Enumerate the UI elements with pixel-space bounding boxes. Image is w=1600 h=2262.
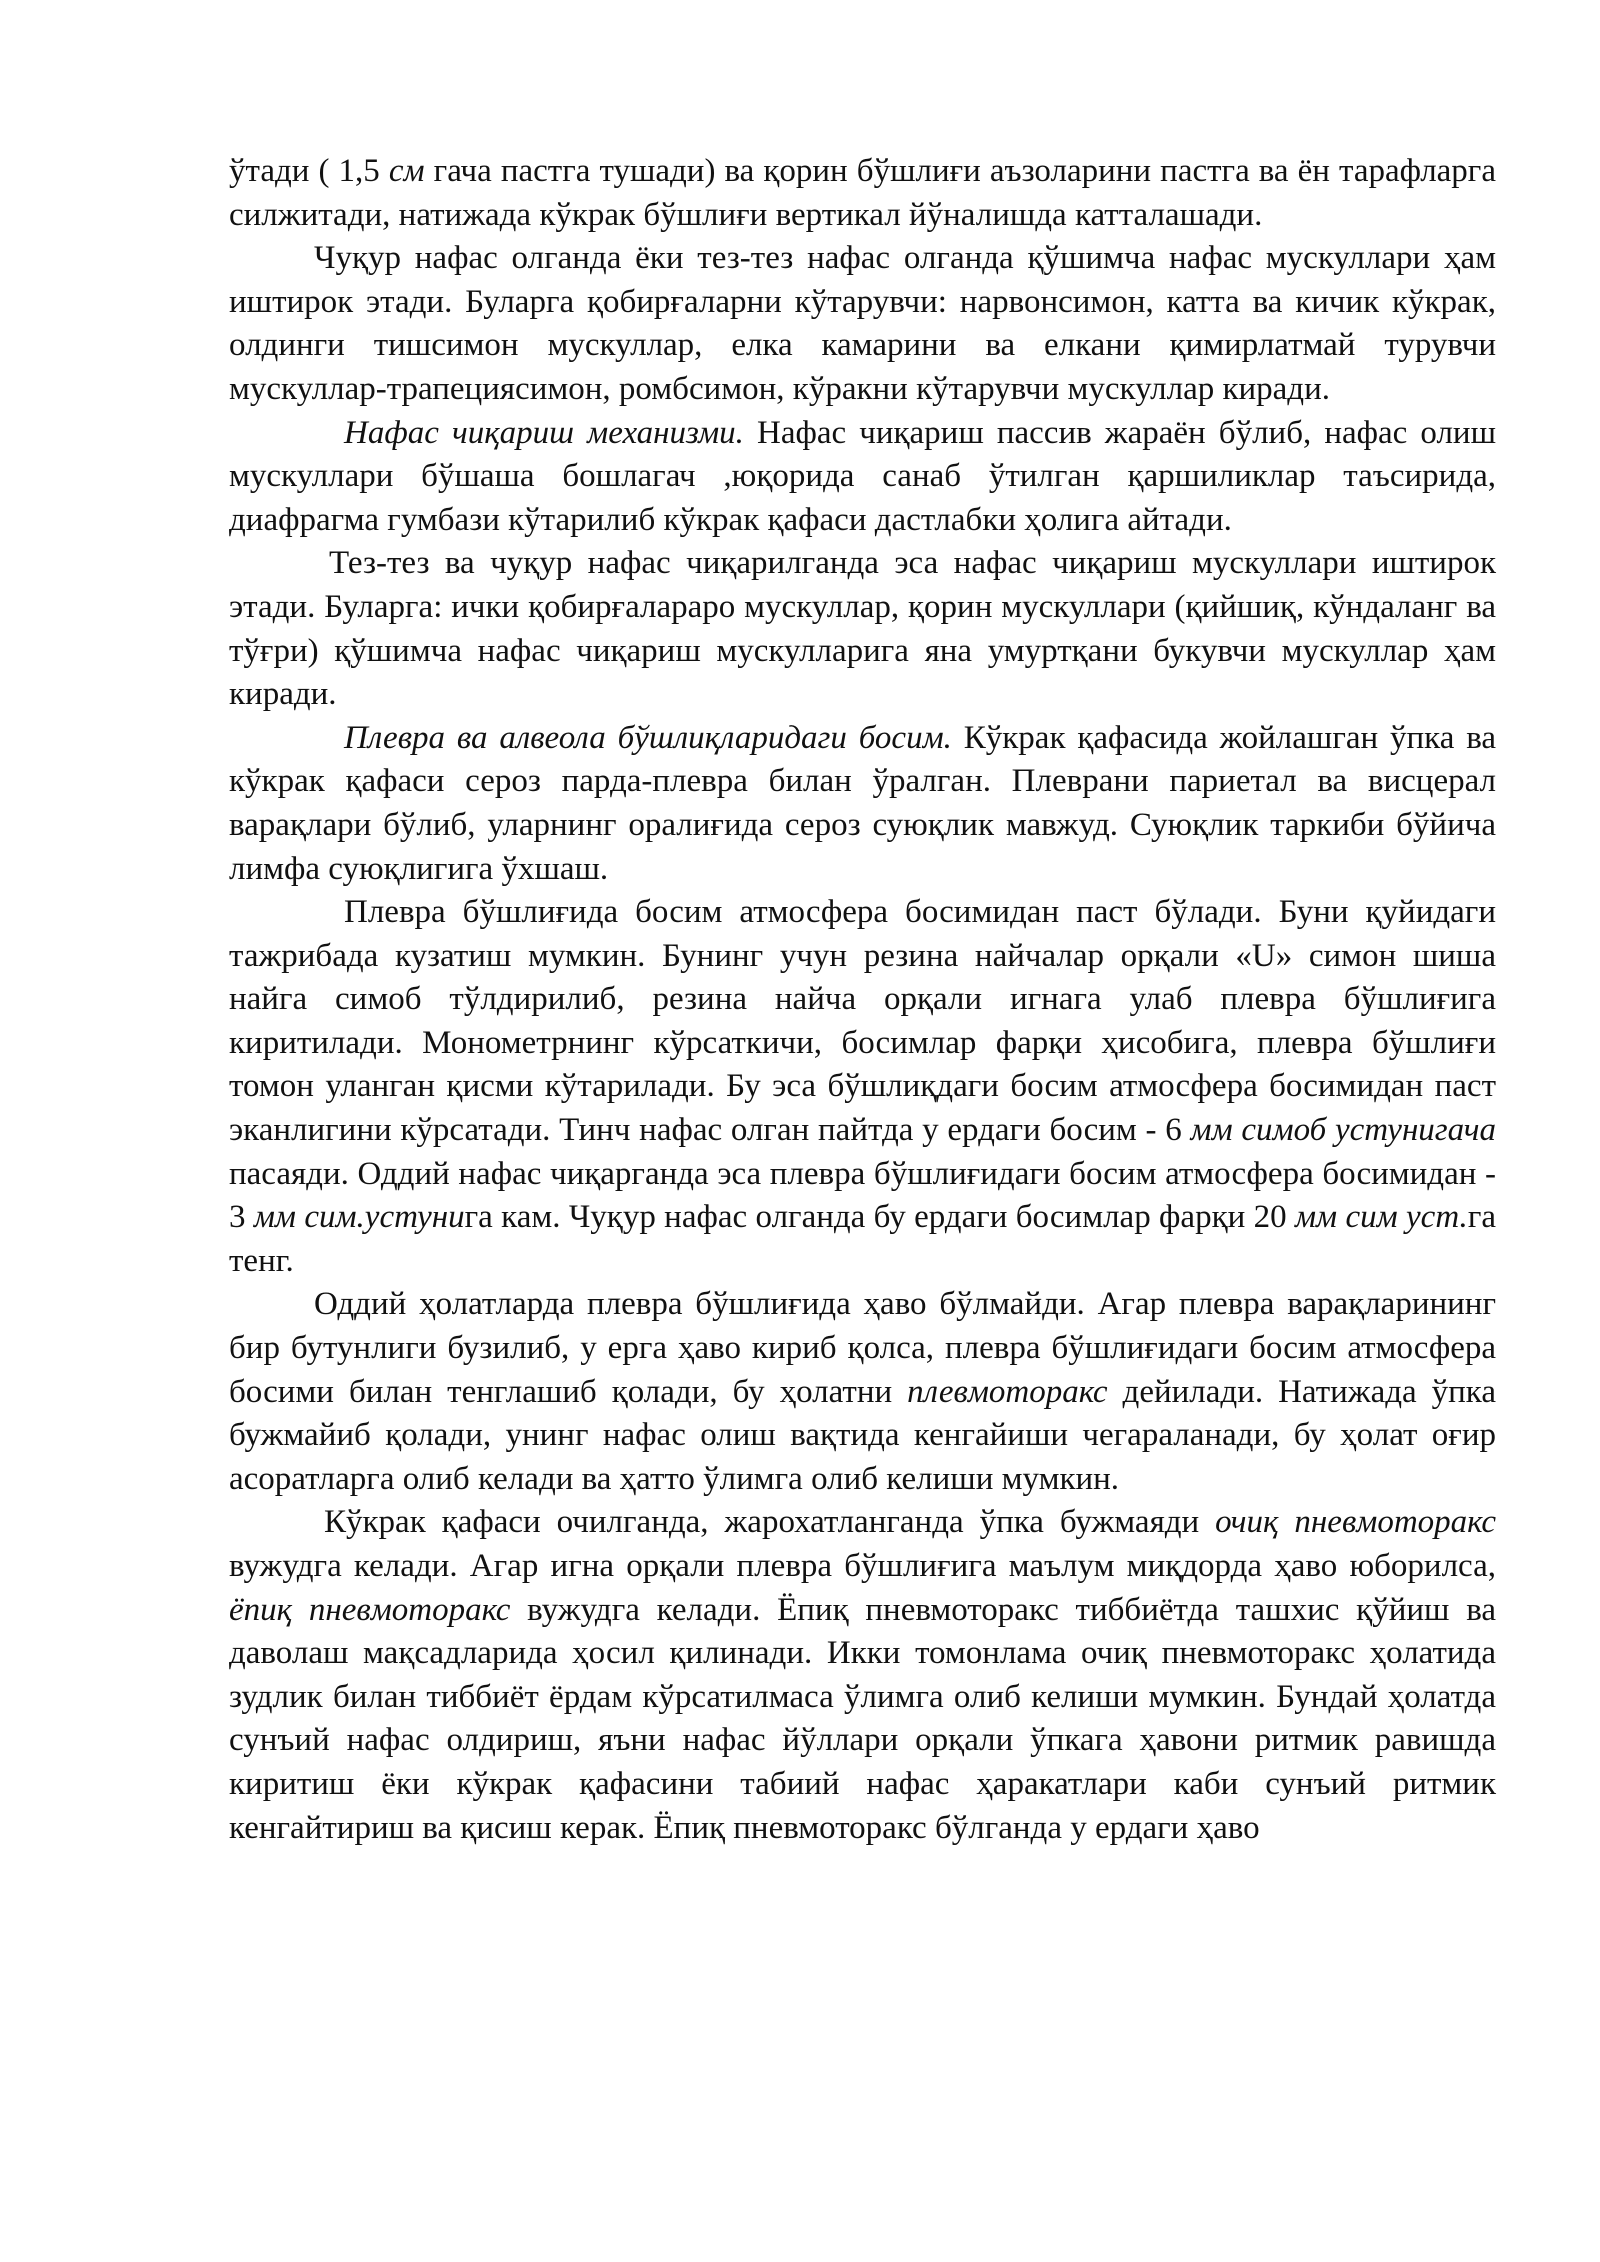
paragraph-3 bbox=[229, 412, 1496, 543]
paragraph-4 bbox=[229, 542, 1496, 716]
paragraph-7 bbox=[229, 1283, 1496, 1501]
paragraph-1 bbox=[229, 150, 1496, 237]
text-segment: Кўкрак қафаси очилганда, жарохатланганда ўпка бужмаяди bbox=[324, 1504, 1216, 1541]
italic-term: плевмоторакс bbox=[907, 1373, 1108, 1410]
text-segment: ўтади ( 1,5 bbox=[229, 153, 389, 189]
paragraph-8 bbox=[229, 1501, 1496, 1850]
text-segment: Чуқур нафас олганда ёки тез-тез нафас олганда қўшимча нафас мускуллари ҳам иштирок этади. Буларга қобирғаларни кўтарувчи: нарвонсимон, катта ва кичик кўкрак, олдинги тишсимон мускуллар, елка камарини ва елкани қимирлатмай турувчи мускуллар-трапециясимон, ромбсимон, кўракни кўтарувчи мускуллар киради. bbox=[229, 240, 1496, 407]
text-segment: пасаяди. Оддий нафас чиқарганда эса плевра бўшлиғидаги босим атмосфера босимидан - 3 bbox=[229, 1155, 1496, 1236]
text-segment: гача пастга тушади) ва қорин бўшлиғи аъзоларини пастга ва ён тарафларга силжитади, натижада кўкрак бўшлиғи вертикал йўналишда катталашади. bbox=[229, 153, 1496, 233]
italic-term: мм сим уст. bbox=[1294, 1199, 1468, 1236]
text-segment: Тез-тез ва чуқур нафас чиқарилганда эса нафас чиқариш мускуллари иштирок этади. Буларга: ички қобирғалараро мускуллар, қорин мускуллари (қийшиқ, кўндаланг ва тўғри) қўшимча нафас чиқариш мускулларига яна умуртқани букувчи мускуллар ҳам киради. bbox=[229, 545, 1496, 713]
text-segment: Кўкрак қафасида жойлашган ўпка ва кўкрак қафаси сероз парда-плевра билан ўралган. Плеврани париетал ва висцерал варақлари бўлиб, уларнинг оралиғида сероз суюқлик мавжуд. Суюқлик таркиби бўйича лимфа суюқлигига ўхшаш. bbox=[229, 719, 1497, 887]
paragraph-6 bbox=[229, 891, 1496, 1283]
italic-term: мм симоб устунигача bbox=[1190, 1112, 1496, 1149]
text-segment: га тенг. bbox=[229, 1199, 1496, 1279]
italic-term: см bbox=[388, 153, 425, 189]
paragraph-5 bbox=[229, 717, 1496, 891]
italic-term: очиқ пневмоторакс bbox=[1215, 1504, 1496, 1541]
document-page bbox=[229, 150, 1496, 1850]
paragraph-2 bbox=[229, 237, 1496, 411]
italic-term: Плевра ва алвеола бўшлиқларидаги босим. bbox=[344, 719, 952, 756]
text-segment: вужудга келади. Агар игна орқали плевра бўшлиғига маълум миқдорда ҳаво юборилса, bbox=[229, 1548, 1496, 1584]
text-segment: Оддий ҳолатларда плевра бўшлиғида ҳаво бўлмайди. Агар плевра варақларининг бир бутунлиги бузилиб, у ерга ҳаво кириб қолса, плевра бўшлиғидаги босим атмосфера босими билан тенглашиб қолади, бу ҳолатни bbox=[229, 1286, 1496, 1410]
text-segment: дейилади. Натижада ўпка бужмайиб қолади, унинг нафас олиш вақтида кенгайиши чегараланади, бу ҳолат оғир асоратларга олиб келади ва ҳатто ўлимга олиб келиши мумкин. bbox=[229, 1373, 1496, 1497]
text-segment: га кам. Чуқур нафас олганда бу ердаги босимлар фарқи 20 bbox=[464, 1199, 1295, 1236]
italic-term: ёпиқ пневмоторакс bbox=[229, 1591, 511, 1628]
text-segment: Плевра бўшлиғида босим атмосфера босимидан паст бўлади. Буни қуйидаги тажрибада кузатиш мумкин. Бунинг учун резина найчалар орқали «U» симон шиша найга симоб тўлдирилиб, резина найча орқали игнага улаб плевра бўшлиғига киритилади. Монометрнинг кўрсаткичи, босимлар фарқи ҳисобига, плевра бўшлиғи томон уланган қисми кўтарилади. Бу эса бўшлиқдаги босим атмосфера босимидан паст эканлигини кўрсатади. Тинч нафас олган пайтда у ердаги босим - 6 bbox=[229, 894, 1496, 1149]
italic-term: мм сим.устуни bbox=[253, 1199, 465, 1236]
text-segment: Нафас чиқариш пассив жараён бўлиб, нафас олиш мускуллари бўшаша бошлагач ,юқорида санаб ўтилган қаршиликлар таъсирида, диафрагма гумбази кўтарилиб кўкрак қафаси дастлабки ҳолига айтади. bbox=[229, 414, 1497, 538]
italic-term: Нафас чиқариш механизми. bbox=[344, 414, 744, 451]
text-segment: вужудга келади. Ёпиқ пневмоторакс тиббиётда ташхис қўйиш ва даволаш мақсадларида ҳосил қилинади. Икки томонлама очиқ пневмоторакс ҳолатида зудлик билан тиббиёт ёрдам кўрсатилмаса ўлимга олиб келиши мумкин. Бундай ҳолатда сунъий нафас олдириш, яъни нафас йўллари орқали ўпкага ҳавони ритмик равишда киритиш ёки кўкрак қафасини табиий нафас ҳаракатлари каби сунъий ритмик кенгайтириш ва қисиш керак. Ёпиқ пневмоторакс бўлганда у ердаги ҳаво bbox=[229, 1591, 1496, 1846]
